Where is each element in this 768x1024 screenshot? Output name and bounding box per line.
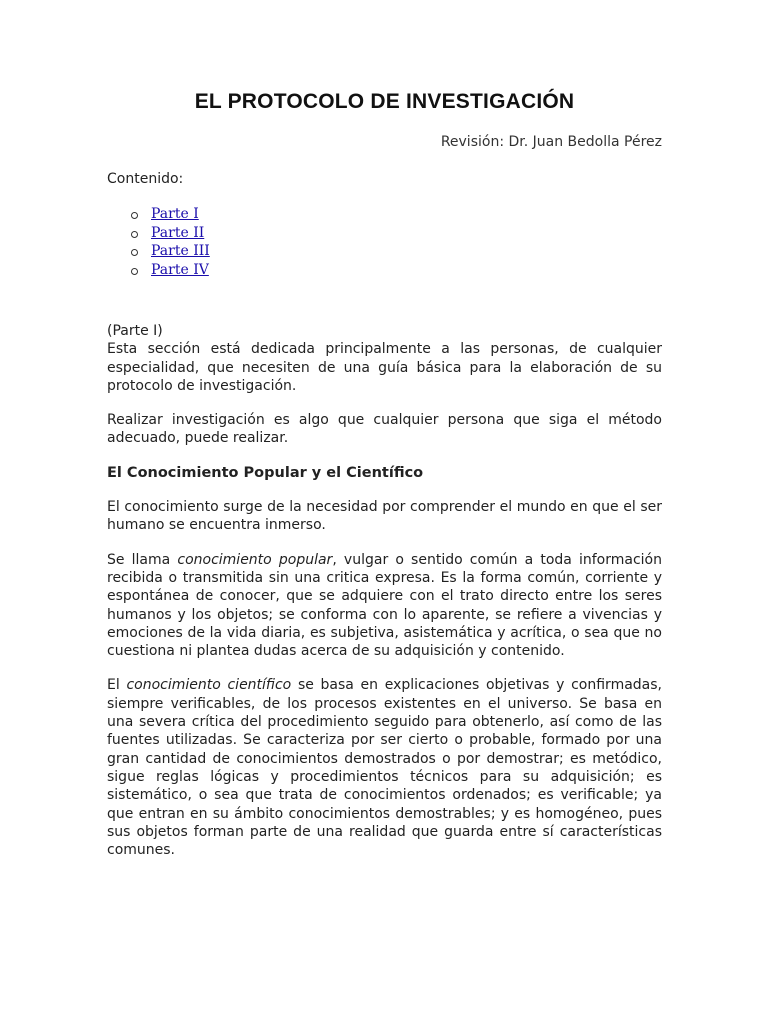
link-parte-iii[interactable]: Parte III: [151, 243, 210, 259]
document-title: EL PROTOCOLO DE INVESTIGACIÓN: [194, 90, 575, 113]
paragraph-knowledge: El conocimiento surge de la necesidad por comprender el mundo en que el ser humano se encuentra inmerso.: [107, 499, 662, 534]
link-parte-i[interactable]: Parte I: [151, 206, 199, 222]
toc-item-part-4: [131, 261, 210, 280]
part-marker: (Parte I): [107, 323, 163, 339]
contents-label: Contenido:: [107, 171, 184, 187]
paragraph-rest: , vulgar o sentido común a toda información recibida o transmitida sin una critica expresa. Es la forma común, corriente y espontánea de conocer, que se adquiere con el trato directo entre los seres humanos y los objetos; se conforma con lo aparente, se refiere a vivencias y emociones de la vida diaria, es subjetiva, asistemática y acrítica, o sea que no cuestiona ni plantea dudas acerca de su adquisición y contenido.: [107, 551, 662, 660]
link-parte-ii[interactable]: Parte II: [151, 224, 205, 241]
toc-item-part-2: [131, 224, 210, 243]
paragraph-scientific-knowledge: [107, 676, 662, 859]
table-of-contents: [131, 205, 210, 279]
revision-line: Revisión: Dr. Juan Bedolla Pérez: [440, 134, 662, 150]
paragraph-lead: El: [107, 677, 127, 694]
section-heading: El Conocimiento Popular y el Científico: [107, 464, 424, 481]
paragraph-lead: Se llama: [107, 551, 178, 568]
intro-paragraph-1: Esta sección está dedicada principalmente a las personas, de cualquier especialidad, que necesiten de una guía básica para la elaboración de su protocolo de investigación.: [107, 341, 662, 394]
toc-item-part-3: [131, 242, 210, 261]
toc-item-part-1: [131, 205, 210, 224]
paragraph-rest: se basa en explicaciones objetivas y confirmadas, siempre verificables, de los procesos existentes en el universo. Se basa en una severa crítica del procedimiento seguido para obtenerlo, así como de las fuentes utilizadas. Se caracteriza por ser cierto o probable, formado por una gran cantidad de conocimientos demostrados o por demostrar; es metódico, sigue reglas lógicas y procedimientos técnicos para su adquisición; es sistemático, o sea que trata de conocimientos ordenados; es verificable; ya que entran en su ámbito conocimientos demostrables; y es homogéneo, pues sus objetos forman parte de una realidad que guarda entre sí características comunes.: [107, 677, 662, 859]
bullet-icon: [131, 268, 138, 275]
intro-paragraph-2: Realizar investigación es algo que cualquier persona que siga el método adecuado, puede realizar.: [107, 412, 662, 447]
bullet-icon: [131, 231, 138, 238]
link-parte-iv[interactable]: Parte IV: [151, 261, 209, 278]
bullet-icon: [131, 249, 138, 256]
term-scientific-knowledge: conocimiento científico: [126, 677, 292, 694]
term-popular-knowledge: conocimiento popular: [177, 551, 333, 568]
body-text: [107, 322, 662, 875]
bullet-icon: [131, 212, 138, 219]
paragraph-popular-knowledge: [107, 551, 662, 661]
